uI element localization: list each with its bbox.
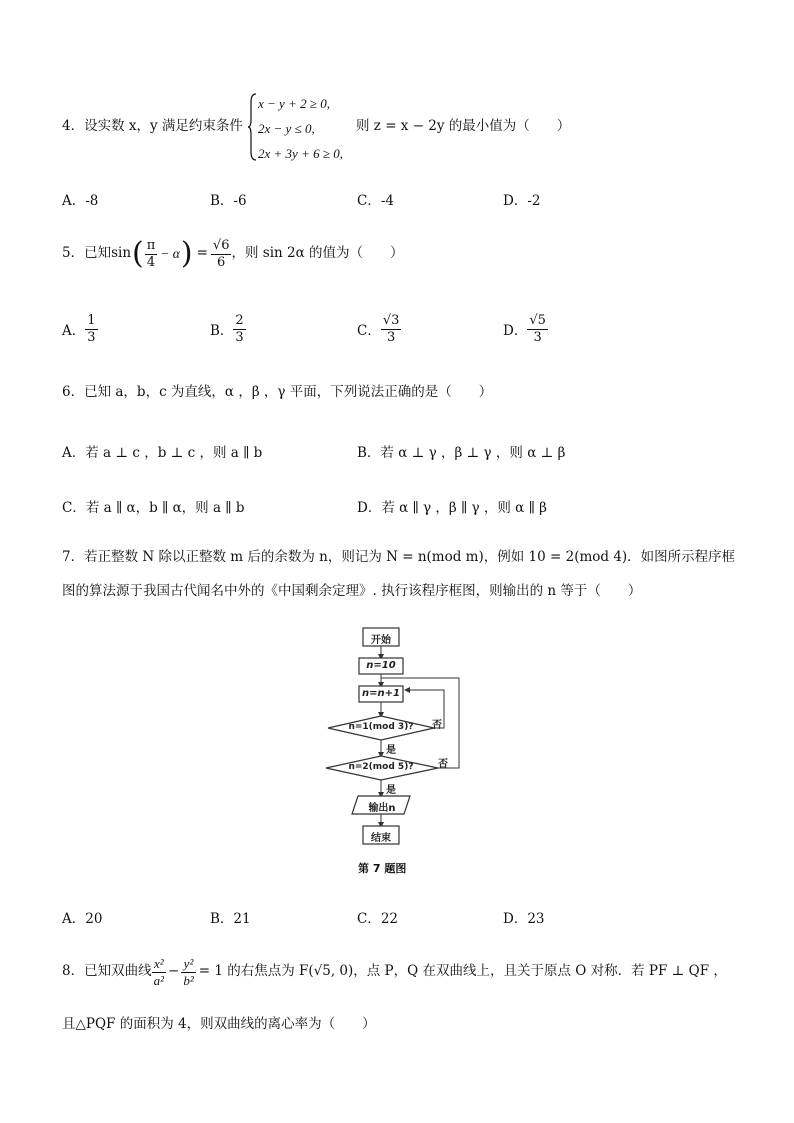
flow-cond1-label: n=1(mod 3)? xyxy=(348,722,414,732)
q5-option-c-label: C． xyxy=(357,323,381,340)
q5-stem xyxy=(62,238,404,270)
q5-minus-alpha: − α xyxy=(160,246,180,262)
q5-suffix: ，则 sin 2α 的值为（ ） xyxy=(231,245,404,262)
brace-icon xyxy=(248,92,258,162)
q7-flowchart xyxy=(322,624,472,884)
q5-equals: = xyxy=(196,245,208,262)
q7-line-1: 7．若正整数 N 除以正整数 m 后的余数为 n，则记为 N = n(mod m)，例如 10 = 2(mod 4)．如图所示程序框 xyxy=(62,549,736,565)
q5-option-a xyxy=(62,313,98,345)
q7-option-c: C．22 xyxy=(357,911,399,927)
q4-constraint-1: x − y + 2 ≥ 0, xyxy=(258,96,330,111)
q8-y2-over-b2 xyxy=(181,956,195,988)
q5-option-b xyxy=(210,313,246,345)
flow-output-label: 输出n xyxy=(368,803,396,814)
q4-constraint-2: 2x − y ≤ 0, xyxy=(258,121,315,136)
q5-option-d-label: D． xyxy=(503,323,528,340)
q6-option-a: A．若 a ⊥ c ，b ⊥ c ，则 a ∥ b xyxy=(62,445,263,461)
q8-x2: x² xyxy=(152,956,166,973)
q5-option-c-den: 3 xyxy=(386,329,396,345)
q5-sqrt6-over-6 xyxy=(211,238,232,270)
q5-option-b-num: 2 xyxy=(235,313,244,328)
q5-option-a-num: 1 xyxy=(87,313,96,328)
q5-four: 4 xyxy=(146,254,156,270)
q8-b2: b² xyxy=(183,972,194,988)
q4-option-c: C．-4 xyxy=(357,193,394,209)
q5-prefix: 5．已知sin xyxy=(62,245,132,262)
q5-option-b-label: B． xyxy=(210,323,234,340)
q7-option-d: D．23 xyxy=(503,911,545,927)
flowchart-caption: 第 7 题图 xyxy=(358,862,407,875)
q5-option-d-den: 3 xyxy=(533,329,542,345)
q8-line-2: 且△PQF 的面积为 4，则双曲线的离心率为（ ） xyxy=(62,1016,376,1032)
q8-x2-over-a2 xyxy=(152,956,166,988)
flow-yes2-label: 是 xyxy=(386,785,396,796)
q4-option-a: A．-8 xyxy=(62,193,99,209)
q5-option-a-label: A． xyxy=(62,323,86,340)
q5-option-c-num: √3 xyxy=(382,313,400,328)
q4-option-d: D．-2 xyxy=(503,193,541,209)
q5-pi: π xyxy=(146,238,156,253)
q6-option-b: B．若 α ⊥ γ ，β ⊥ γ ，则 α ⊥ β xyxy=(357,445,566,461)
q8-rest: = 1 的右焦点为 F(√5, 0)，点 P，Q 在双曲线上，且关于原点 O 对称．若 PF ⊥ QF ， xyxy=(198,963,727,980)
q5-option-c xyxy=(357,313,401,345)
q6-stem: 6．已知 a，b，c 为直线，α ，β ，γ 平面，下列说法正确的是（ ） xyxy=(62,384,493,400)
q6-option-d: D．若 α ∥ γ ，β ∥ γ ，则 α ∥ β xyxy=(357,500,547,516)
q5-option-d-num: √5 xyxy=(529,313,546,328)
q5-pi-over-4 xyxy=(145,238,158,270)
q8-minus: − xyxy=(168,963,180,980)
left-paren-icon: ( xyxy=(132,236,144,272)
q4-constraint-system xyxy=(248,92,368,162)
q8-a2: a² xyxy=(153,972,164,988)
q4-constraint-3: 2x + 3y + 6 ≥ 0, xyxy=(258,146,343,161)
flow-no1-label: 否 xyxy=(432,720,442,731)
flow-yes1-label: 是 xyxy=(386,745,396,756)
q8-prefix: 8．已知双曲线 xyxy=(62,963,152,980)
flow-step-label: n=n+1 xyxy=(362,688,400,699)
q8-y2: y² xyxy=(181,956,195,973)
q5-option-b-den: 3 xyxy=(235,329,244,345)
flow-init-label: n=10 xyxy=(366,660,396,671)
q8-line-1 xyxy=(62,956,727,988)
q4-suffix: 则 z = x − 2y 的最小值为（ ） xyxy=(356,118,571,134)
q4-prefix: 4．设实数 x，y 满足约束条件 xyxy=(62,118,243,134)
q7-option-b: B．21 xyxy=(210,911,251,927)
flow-no2-label: 否 xyxy=(438,759,448,770)
q5-six: 6 xyxy=(217,254,226,270)
flow-cond2-label: n=2(mod 5)? xyxy=(348,762,414,772)
q5-option-a-den: 3 xyxy=(87,329,96,345)
q4-option-b: B．-6 xyxy=(210,193,247,209)
q6-option-c: C．若 a ∥ α，b ∥ α，则 a ∥ b xyxy=(62,500,245,516)
flow-end-label: 结束 xyxy=(371,833,391,844)
right-paren-icon: ) xyxy=(180,236,193,272)
flow-start-label: 开始 xyxy=(371,635,391,646)
q7-line-2: 图的算法源于我国古代闻名中外的《中国剩余定理》. 执行该程序框图，则输出的 n 等于（ ） xyxy=(62,583,642,599)
q5-sqrt6: √6 xyxy=(212,238,230,253)
q7-option-a: A．20 xyxy=(62,911,103,927)
q5-option-d xyxy=(503,313,548,345)
